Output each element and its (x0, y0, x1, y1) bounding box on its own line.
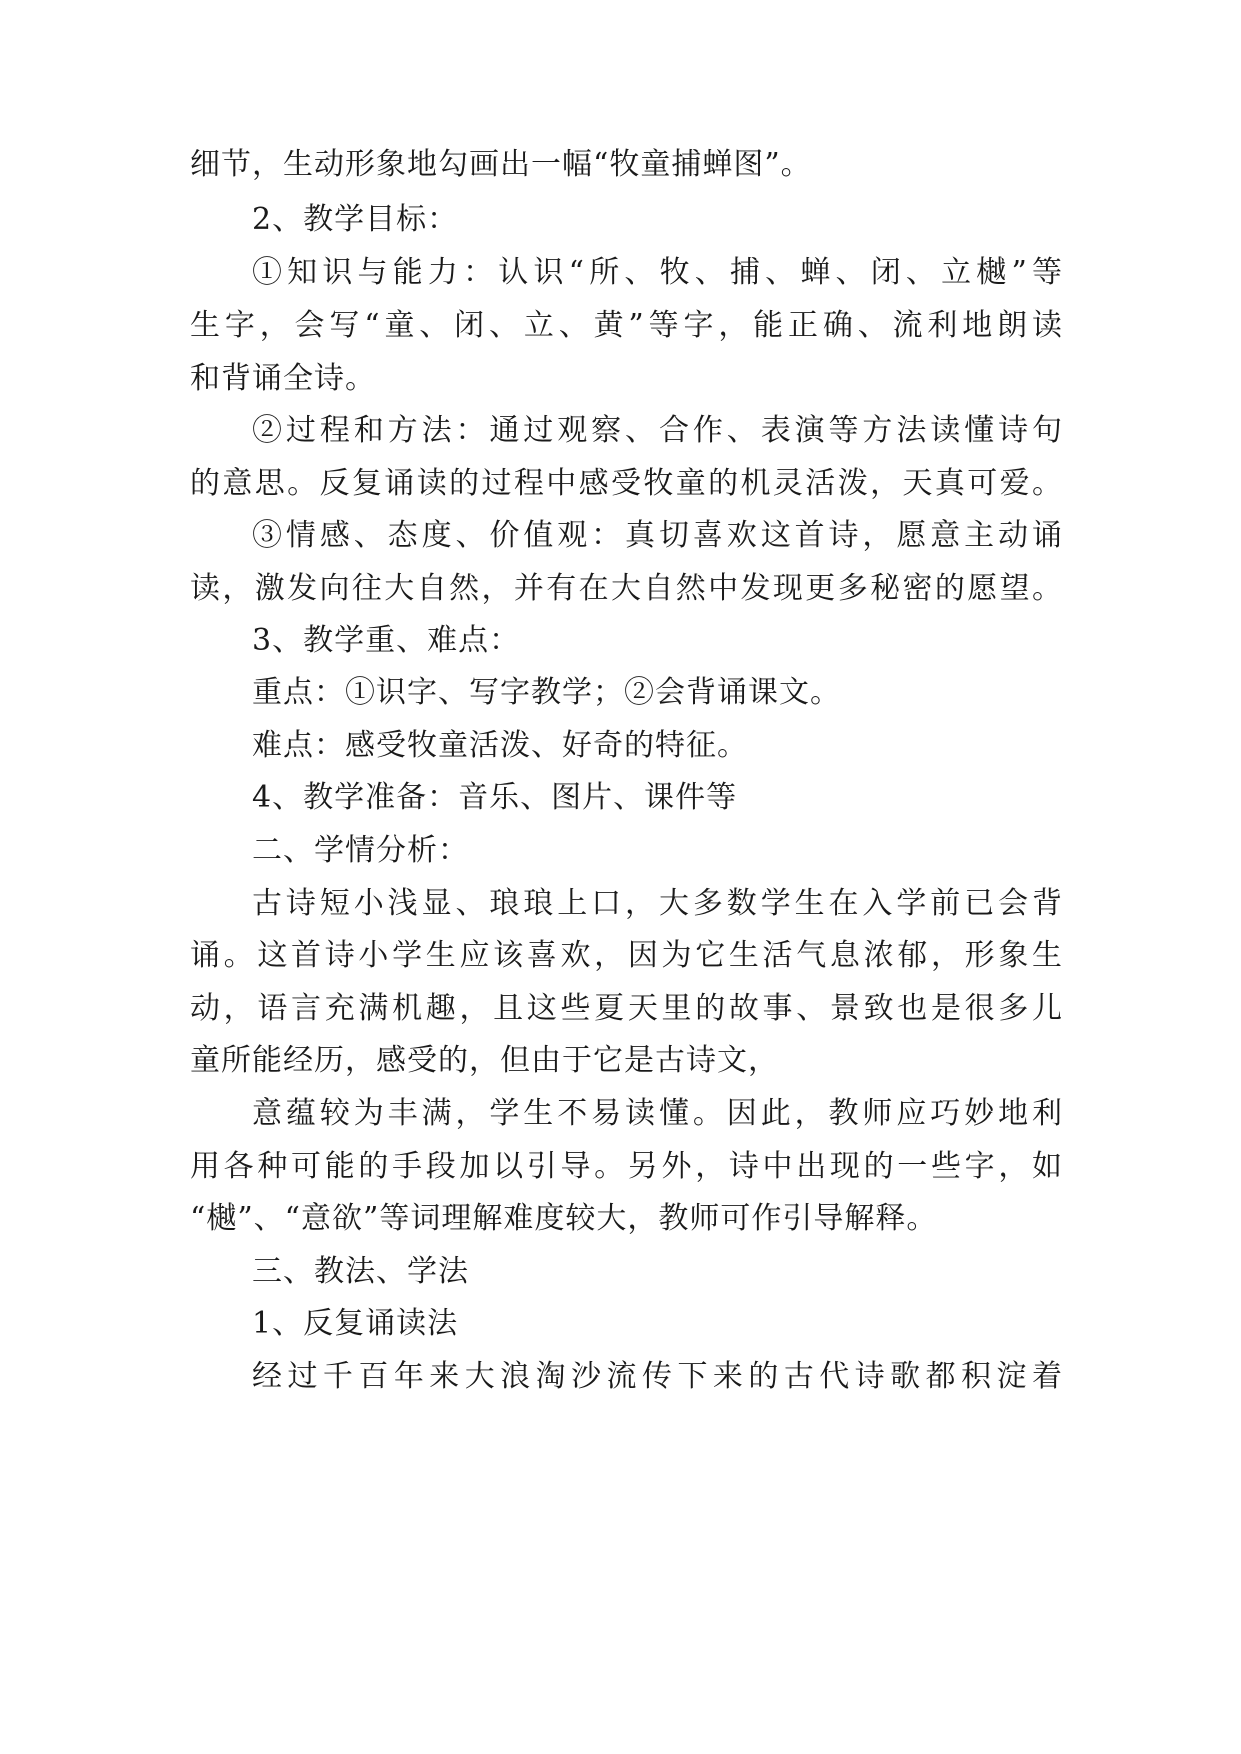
text-line: 3、教学重、难点： (252, 623, 521, 658)
text-line: 4、教学准备：音乐、图片、课件等 (252, 780, 738, 815)
text-line: 1、反复诵读法 (252, 1306, 459, 1341)
text-line: 三、教法、学法 (252, 1254, 469, 1289)
text-line: 读，激发向往大自然，并有在大自然中发现更多秘密的愿望。 (190, 571, 1062, 606)
text-line: ③情感、态度、价值观：真切喜欢这首诗，愿意主动诵 (252, 518, 1062, 553)
text-line: ①知识与能力：认识“所、牧、捕、蝉、闭、立樾”等 (252, 255, 1062, 290)
text-line: ②过程和方法：通过观察、合作、表演等方法读懂诗句 (252, 413, 1062, 448)
text-line: 意蕴较为丰满，学生不易读懂。因此，教师应巧妙地利 (252, 1096, 1062, 1131)
text-line: 二、学情分析： (252, 833, 469, 868)
text-line: 动，语言充满机趣，且这些夏天里的故事、景致也是很多儿 (190, 991, 1062, 1026)
text-line: 童所能经历，感受的，但由于它是古诗文， (190, 1043, 779, 1078)
text-line: 古诗短小浅显、琅琅上口，大多数学生在入学前已会背 (252, 886, 1062, 921)
text-line: 2、教学目标： (252, 202, 459, 237)
text-line: 生字，会写“童、闭、立、黄”等字，能正确、流利地朗读 (190, 308, 1062, 343)
text-line: 难点：感受牧童活泼、好奇的特征。 (252, 728, 748, 763)
text-line: 细节，生动形象地勾画出一幅“牧童捕蝉图”。 (190, 147, 812, 182)
text-line: 经过千百年来大浪淘沙流传下来的古代诗歌都积淀着 (252, 1359, 1062, 1394)
text-line: 重点：①识字、写字教学；②会背诵课文。 (252, 675, 841, 710)
text-line: “樾”、“意欲”等词理解难度较大，教师可作引导解释。 (190, 1201, 938, 1236)
text-line: 用各种可能的手段加以引导。另外，诗中出现的一些字，如 (190, 1149, 1062, 1184)
text-line: 和背诵全诗。 (190, 361, 376, 396)
text-line: 的意思。反复诵读的过程中感受牧童的机灵活泼，天真可爱。 (190, 466, 1062, 501)
text-line: 诵。这首诗小学生应该喜欢，因为它生活气息浓郁，形象生 (190, 938, 1062, 973)
